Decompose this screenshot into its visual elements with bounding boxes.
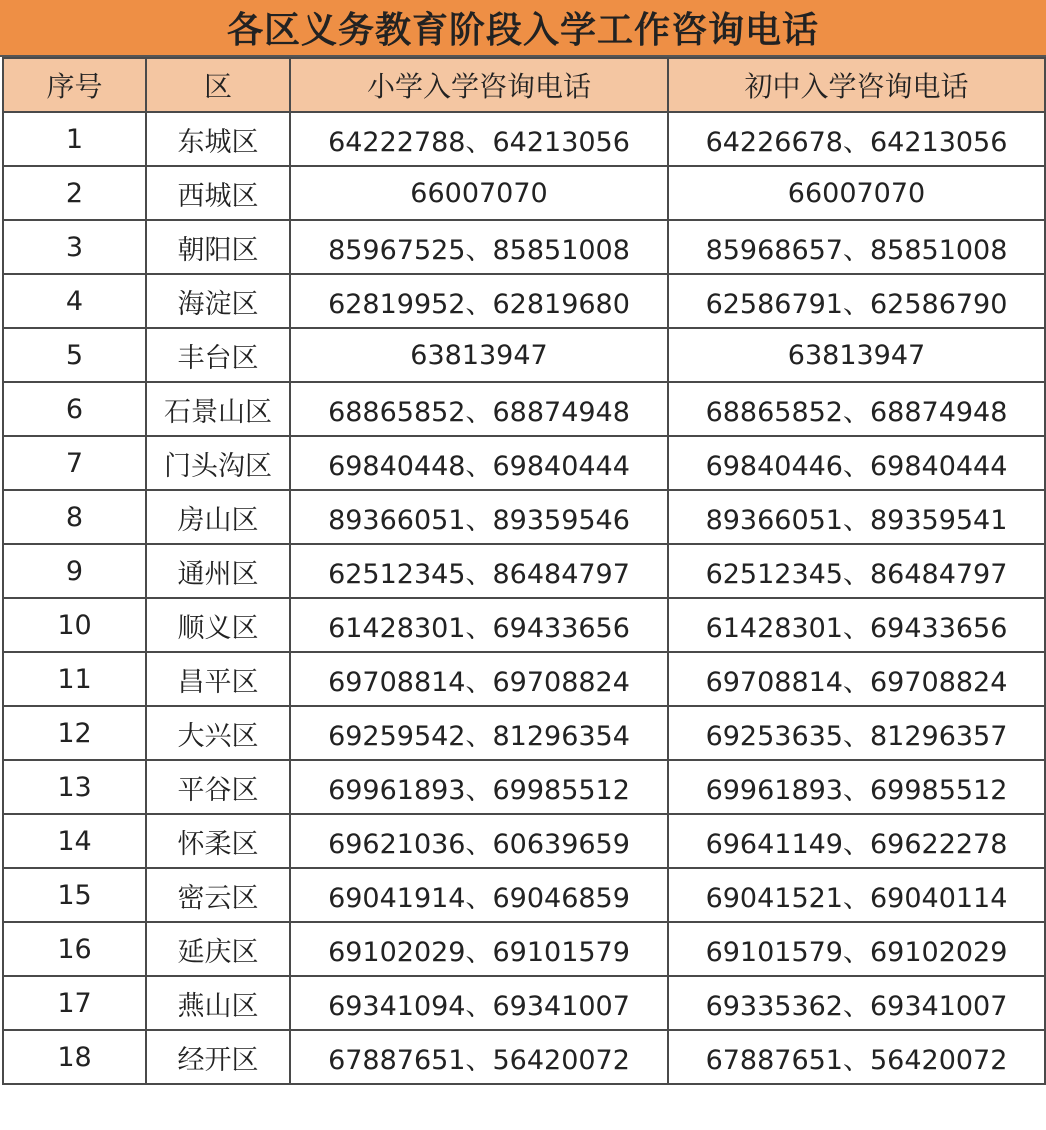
row-district: 燕山区 xyxy=(146,976,290,1030)
row-junior-phone: 62586791、62586790 xyxy=(668,274,1045,328)
row-primary-phone: 89366051、89359546 xyxy=(290,490,668,544)
row-district: 海淀区 xyxy=(146,274,290,328)
row-primary-phone: 62819952、62819680 xyxy=(290,274,668,328)
header-junior-phone: 初中入学咨询电话 xyxy=(668,58,1045,112)
row-district: 大兴区 xyxy=(146,706,290,760)
row-primary-phone: 64222788、64213056 xyxy=(290,112,668,166)
row-district: 昌平区 xyxy=(146,652,290,706)
row-district: 平谷区 xyxy=(146,760,290,814)
row-primary-phone: 69259542、81296354 xyxy=(290,706,668,760)
row-index: 1 xyxy=(3,112,146,166)
row-junior-phone: 69641149、69622278 xyxy=(668,814,1045,868)
table-row xyxy=(3,166,1045,220)
row-primary-phone: 69041914、69046859 xyxy=(290,868,668,922)
row-index: 3 xyxy=(3,220,146,274)
table-row xyxy=(3,652,1045,706)
table-row xyxy=(3,976,1045,1030)
row-primary-phone: 62512345、86484797 xyxy=(290,544,668,598)
row-index: 6 xyxy=(3,382,146,436)
row-junior-phone: 62512345、86484797 xyxy=(668,544,1045,598)
row-district: 门头沟区 xyxy=(146,436,290,490)
row-district: 石景山区 xyxy=(146,382,290,436)
row-index: 11 xyxy=(3,652,146,706)
row-index: 2 xyxy=(3,166,146,220)
table-row xyxy=(3,868,1045,922)
row-junior-phone: 69961893、69985512 xyxy=(668,760,1045,814)
row-index: 7 xyxy=(3,436,146,490)
row-district: 丰台区 xyxy=(146,328,290,382)
row-primary-phone: 66007070 xyxy=(290,166,668,220)
row-index: 4 xyxy=(3,274,146,328)
row-junior-phone: 69840446、69840444 xyxy=(668,436,1045,490)
table-title-bar xyxy=(0,0,1046,57)
row-index: 9 xyxy=(3,544,146,598)
row-junior-phone: 89366051、89359541 xyxy=(668,490,1045,544)
header-index: 序号 xyxy=(3,58,146,112)
row-district: 房山区 xyxy=(146,490,290,544)
row-index: 13 xyxy=(3,760,146,814)
row-primary-phone: 61428301、69433656 xyxy=(290,598,668,652)
row-junior-phone: 64226678、64213056 xyxy=(668,112,1045,166)
table-row xyxy=(3,382,1045,436)
row-junior-phone: 69253635、81296357 xyxy=(668,706,1045,760)
row-district: 密云区 xyxy=(146,868,290,922)
row-index: 15 xyxy=(3,868,146,922)
row-primary-phone: 85967525、85851008 xyxy=(290,220,668,274)
row-district: 通州区 xyxy=(146,544,290,598)
row-index: 16 xyxy=(3,922,146,976)
table-row xyxy=(3,112,1045,166)
row-junior-phone: 66007070 xyxy=(668,166,1045,220)
row-index: 18 xyxy=(3,1030,146,1084)
table-row xyxy=(3,760,1045,814)
row-junior-phone: 68865852、68874948 xyxy=(668,382,1045,436)
table-row xyxy=(3,436,1045,490)
row-primary-phone: 68865852、68874948 xyxy=(290,382,668,436)
row-district: 延庆区 xyxy=(146,922,290,976)
table-row xyxy=(3,922,1045,976)
table-row xyxy=(3,598,1045,652)
header-primary-phone: 小学入学咨询电话 xyxy=(290,58,668,112)
row-primary-phone: 69102029、69101579 xyxy=(290,922,668,976)
header-district: 区 xyxy=(146,58,290,112)
row-index: 10 xyxy=(3,598,146,652)
table-row xyxy=(3,706,1045,760)
row-district: 顺义区 xyxy=(146,598,290,652)
table-row xyxy=(3,328,1045,382)
row-index: 8 xyxy=(3,490,146,544)
row-primary-phone: 69341094、69341007 xyxy=(290,976,668,1030)
row-junior-phone: 67887651、56420072 xyxy=(668,1030,1045,1084)
row-junior-phone: 61428301、69433656 xyxy=(668,598,1045,652)
table-row xyxy=(3,220,1045,274)
bottom-margin xyxy=(0,1122,1046,1130)
row-junior-phone: 85968657、85851008 xyxy=(668,220,1045,274)
row-index: 12 xyxy=(3,706,146,760)
row-junior-phone: 63813947 xyxy=(668,328,1045,382)
consultation-phone-table xyxy=(2,57,1046,1085)
table-row xyxy=(3,1030,1045,1084)
row-district: 怀柔区 xyxy=(146,814,290,868)
row-junior-phone: 69335362、69341007 xyxy=(668,976,1045,1030)
row-primary-phone: 63813947 xyxy=(290,328,668,382)
row-junior-phone: 69708814、69708824 xyxy=(668,652,1045,706)
row-primary-phone: 69961893、69985512 xyxy=(290,760,668,814)
table-row xyxy=(3,274,1045,328)
row-index: 17 xyxy=(3,976,146,1030)
table-row xyxy=(3,490,1045,544)
table-row xyxy=(3,814,1045,868)
table-header-row xyxy=(3,58,1045,112)
table-row xyxy=(3,544,1045,598)
row-district: 经开区 xyxy=(146,1030,290,1084)
row-district: 朝阳区 xyxy=(146,220,290,274)
row-district: 东城区 xyxy=(146,112,290,166)
row-primary-phone: 69708814、69708824 xyxy=(290,652,668,706)
table-title: 各区义务教育阶段入学工作咨询电话 xyxy=(226,10,819,51)
row-primary-phone: 69840448、69840444 xyxy=(290,436,668,490)
row-index: 14 xyxy=(3,814,146,868)
row-district: 西城区 xyxy=(146,166,290,220)
row-junior-phone: 69101579、69102029 xyxy=(668,922,1045,976)
row-primary-phone: 67887651、56420072 xyxy=(290,1030,668,1084)
row-index: 5 xyxy=(3,328,146,382)
row-junior-phone: 69041521、69040114 xyxy=(668,868,1045,922)
row-primary-phone: 69621036、60639659 xyxy=(290,814,668,868)
